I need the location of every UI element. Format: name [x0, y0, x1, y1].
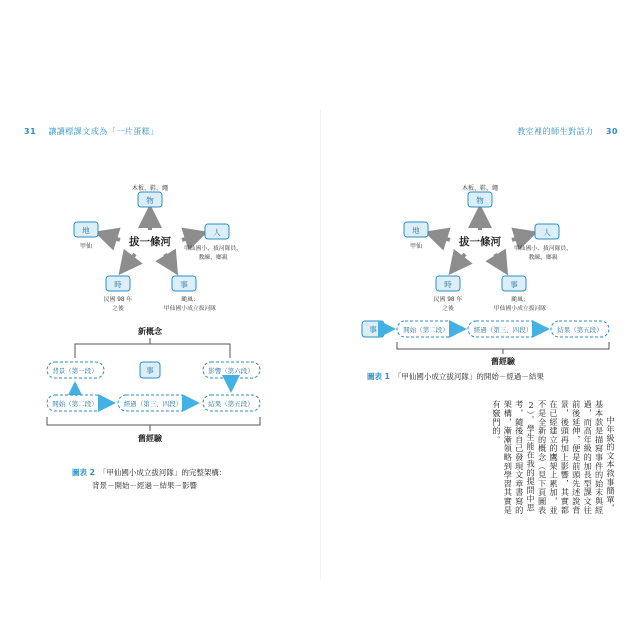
- right-caption-text: 「甲仙國小成立拔河隊」的開始－經過－結果: [393, 372, 544, 381]
- left-header-title: 讓讀標課文成為「一片蛋糕」: [48, 127, 159, 136]
- spoke-right: [182, 233, 204, 240]
- shi-time-note-line1: 民國 98 年: [433, 297, 463, 303]
- wu-note: 木板、鞋、繩: [131, 185, 169, 192]
- shi-event-note-line2: 甲仙國小成立拔河隊: [493, 306, 547, 312]
- spoke-down-right: [495, 254, 506, 272]
- flow-background-label: 背景（第一段）: [52, 367, 98, 375]
- old-experience-bracket: [47, 417, 260, 425]
- di-note: 甲仙: [409, 243, 423, 250]
- flow-end-label: 結果（第五段）: [557, 326, 603, 334]
- di-badge: 地: [82, 226, 90, 235]
- left-page-number: 31: [24, 127, 37, 136]
- left-caption-line2: 背景－開始－經過－結果－影響: [92, 481, 197, 490]
- flow-center-badge: 事: [146, 366, 154, 375]
- spoke-down-left: [451, 254, 465, 272]
- new-concept-label: 新概念: [138, 327, 162, 336]
- spoke-right: [512, 233, 534, 240]
- center-topic: 拔一條河: [129, 236, 171, 248]
- body-paragraph: 中年級的文本敘事簡單，基本款是描寫事件的始末與經過，而高年級的加長型課文往前後延伸，便是前頭先述說背景，後頭再加上影響，其實都在已經建立的鷹架上累加，並不是全新的概念（見下頁圖表2）。學生能在我的提問中思考，隨後自己發現文章書寫的架構，漸漸領略到學習其實是有竅門的。: [491, 400, 616, 515]
- flow-badge: 事: [369, 325, 377, 334]
- center-topic: 拔一條河: [459, 236, 501, 248]
- right-page-number: 30: [605, 127, 618, 136]
- body-text: [382, 400, 616, 520]
- left-caption-label: 圖表 2: [72, 468, 95, 477]
- shi-event-note-line1: 颱風；: [511, 297, 529, 303]
- flow-middle-label: 經過（第三、四段）: [473, 326, 533, 334]
- spoke-down-left: [121, 254, 135, 272]
- spoke-down-right: [165, 254, 176, 272]
- shi-event-badge: 事: [180, 280, 188, 289]
- right-diagram: [320, 0, 640, 640]
- left-caption: [72, 466, 226, 492]
- right-caption: [367, 371, 544, 382]
- shi-event-note-line2: 甲仙國小成立拔河隊: [163, 306, 217, 312]
- spoke-left: [98, 233, 120, 240]
- wu-badge: 物: [146, 196, 154, 205]
- shi-time-note-line2: 之後: [442, 306, 454, 312]
- di-badge: 地: [412, 226, 420, 235]
- right-header-title: 教室裡的師生對話力: [517, 127, 594, 136]
- ren-note-line2: 教練、鄉親: [198, 255, 228, 261]
- shi-time-note-line2: 之後: [112, 306, 124, 312]
- old-experience-bracket: [397, 342, 609, 349]
- ren-badge: 人: [213, 228, 221, 237]
- shi-event-note-line1: 颱風；: [181, 297, 199, 303]
- flow-middle-label: 經過（第三、四段）: [123, 400, 183, 408]
- shi-event-badge: 事: [510, 280, 518, 289]
- flow-start-label: 開始（第二段）: [403, 326, 449, 334]
- ren-note-line1: 甲仙國小、拔河隊員、: [184, 246, 242, 252]
- ren-note-line2: 教練、鄉親: [528, 255, 558, 261]
- spoke-left: [428, 233, 450, 240]
- old-experience-label: 舊經驗: [491, 357, 515, 366]
- shi-time-badge: 時: [444, 280, 452, 289]
- new-concept-bracket: [75, 344, 230, 358]
- left-caption-line1: 「甲仙國小成立拔河隊」的完整架構：: [98, 468, 227, 477]
- old-experience-label: 舊經驗: [138, 434, 162, 443]
- ren-note-line1: 甲仙國小、拔河隊員、: [514, 246, 572, 252]
- shi-time-note-line1: 民國 98 年: [103, 297, 133, 303]
- ren-badge: 人: [543, 228, 551, 237]
- flow-impact-label: 影響（第六段）: [208, 367, 254, 375]
- wu-badge: 物: [476, 196, 484, 205]
- shi-time-badge: 時: [114, 280, 122, 289]
- flow-start-label: 開始（第二段）: [52, 400, 98, 408]
- wu-note: 木板、鞋、繩: [461, 185, 499, 192]
- di-note: 甲仙: [79, 243, 93, 250]
- flow-end-label: 結果（第五段）: [208, 400, 254, 408]
- right-caption-label: 圖表 1: [367, 372, 390, 381]
